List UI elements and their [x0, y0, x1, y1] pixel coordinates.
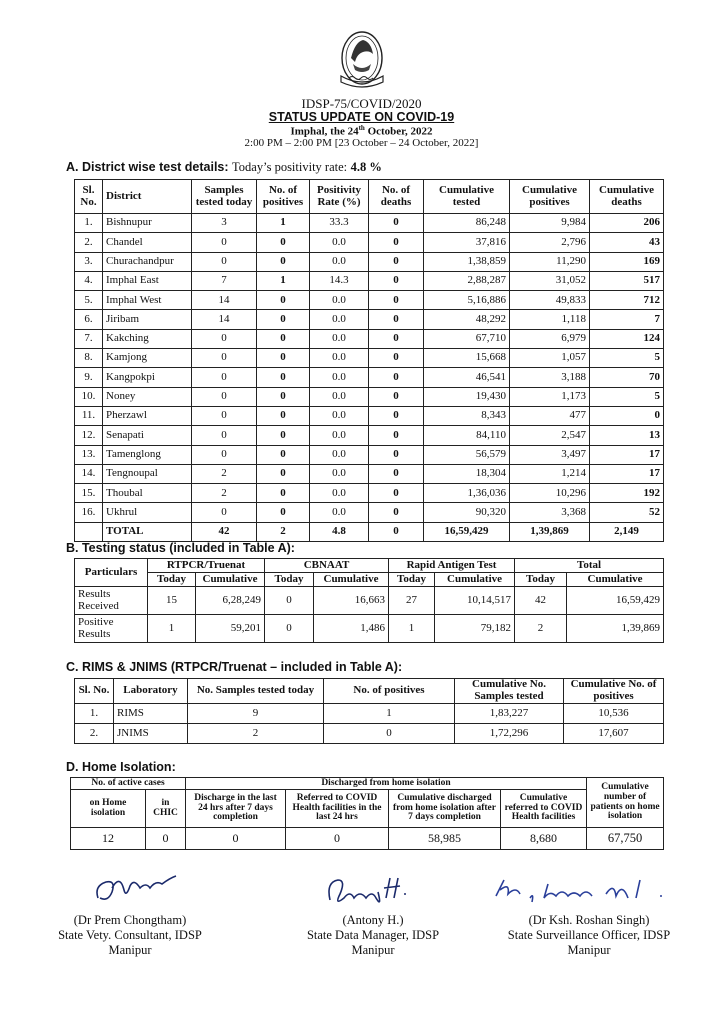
table-cell: 0.0: [310, 445, 369, 464]
table-cell: 0: [257, 503, 310, 522]
table-cell: 9: [188, 704, 324, 724]
table-cell: 0: [192, 445, 257, 464]
table-cell: 15,668: [424, 349, 510, 368]
table-cell: Noney: [103, 387, 192, 406]
positivity-rate-label: Today’s positivity rate:: [232, 160, 348, 174]
sub-header: Cumulative: [196, 573, 265, 587]
table-cell: 33.3: [310, 214, 369, 233]
table-cell: 11.: [75, 406, 103, 425]
signature-prem-chongtham: [90, 868, 180, 908]
table-cell: 1: [257, 271, 310, 290]
table-cell: 0.0: [310, 349, 369, 368]
signatory-title: State Vety. Consultant, IDSP: [58, 928, 202, 942]
table-row: [75, 349, 664, 368]
table-cell: 5,16,886: [424, 291, 510, 310]
table-cell: 1.: [75, 214, 103, 233]
table-cell: 0: [265, 587, 314, 615]
table-cell: 1,214: [510, 464, 590, 483]
table-cell: 42: [515, 587, 567, 615]
table-cell: 0: [369, 406, 424, 425]
table-cell: 0: [257, 406, 310, 425]
table-cell: 4.: [75, 271, 103, 290]
table-cell: 52: [590, 503, 664, 522]
table-cell: 192: [590, 484, 664, 503]
table-cell: 0: [257, 445, 310, 464]
table-cell: 3.: [75, 252, 103, 271]
total-cell: [75, 522, 103, 541]
table-row: [75, 445, 664, 464]
table-cell: 15.: [75, 484, 103, 503]
table-cell: 70: [590, 368, 664, 387]
table-cell: 10,296: [510, 484, 590, 503]
district-table: [74, 179, 664, 542]
table-cell: 2: [192, 484, 257, 503]
table-cell: Ukhrul: [103, 503, 192, 522]
table-cell: Imphal East: [103, 271, 192, 290]
table-cell: 0: [257, 233, 310, 252]
table-cell: 1,39,869: [567, 615, 664, 643]
particulars-header: Particulars: [75, 559, 148, 587]
sub-header: Today: [515, 573, 567, 587]
table-cell: 12.: [75, 426, 103, 445]
table-cell: 1,38,859: [424, 252, 510, 271]
table-row: [75, 368, 664, 387]
table-row: [75, 271, 664, 290]
table-cell: 46,541: [424, 368, 510, 387]
table-cell: 1: [324, 704, 455, 724]
table-cell: 67,750: [587, 828, 664, 850]
state-emblem-icon: [333, 28, 391, 92]
col-header: Cumulative discharged from home isolation after 7 days completion: [389, 790, 501, 828]
row-label: Results Received: [75, 587, 148, 615]
col-header: Cumulative tested: [424, 180, 510, 214]
table-cell: Senapati: [103, 426, 192, 445]
table-cell: 56,579: [424, 445, 510, 464]
table-cell: 59,201: [196, 615, 265, 643]
table-cell: 0.0: [310, 329, 369, 348]
table-cell: 27: [389, 587, 435, 615]
col-header: No. of positives: [257, 180, 310, 214]
table-cell: 0: [186, 828, 286, 850]
table-cell: 1: [389, 615, 435, 643]
table-cell: 2,796: [510, 233, 590, 252]
table-cell: 2,88,287: [424, 271, 510, 290]
table-cell: 2.: [75, 724, 114, 744]
table-cell: 0: [192, 233, 257, 252]
section-a-title: A. District wise test details:: [66, 160, 229, 174]
table-cell: 15: [148, 587, 196, 615]
table-cell: 0: [192, 503, 257, 522]
table-row: [75, 426, 664, 445]
table-cell: 14.: [75, 464, 103, 483]
row-label: Positive Results: [75, 615, 148, 643]
signatory-2: [273, 913, 473, 958]
col-header: No. of positives: [324, 679, 455, 704]
col-header: Discharge in the last 24 hrs after 7 days completion: [186, 790, 286, 828]
table-row: [75, 724, 664, 744]
table-cell: Thoubal: [103, 484, 192, 503]
signatory-title: State Surveillance Officer, IDSP: [507, 928, 671, 942]
col-header: No. Samples tested today: [188, 679, 324, 704]
table-cell: 1,486: [314, 615, 389, 643]
table-cell: 0: [265, 615, 314, 643]
table-cell: 0: [192, 329, 257, 348]
section-d-heading: D. Home Isolation:: [66, 760, 176, 774]
table-cell: 206: [590, 214, 664, 233]
signatory-place: Manipur: [567, 943, 611, 957]
table-cell: 0: [369, 252, 424, 271]
table-row: [75, 484, 664, 503]
table-row: [71, 828, 664, 850]
signatory-name: (Dr Ksh. Roshan Singh): [528, 913, 650, 927]
table-cell: 0.0: [310, 464, 369, 483]
col-header: Cumulative referred to COVID Health facilities: [501, 790, 587, 828]
table-cell: 5.: [75, 291, 103, 310]
table-cell: 0: [257, 368, 310, 387]
table-row: [75, 214, 664, 233]
table-cell: 14: [192, 291, 257, 310]
total-cell: 16,59,429: [424, 522, 510, 541]
table-cell: Jiribam: [103, 310, 192, 329]
total-cell: 4.8: [310, 522, 369, 541]
col-header: on Home isolation: [71, 790, 146, 828]
section-c-heading: C. RIMS & JNIMS (RTPCR/Truenat – included in Table A):: [66, 660, 403, 674]
table-cell: 0: [192, 406, 257, 425]
table-cell: 2: [188, 724, 324, 744]
table-cell: 0.0: [310, 233, 369, 252]
table-cell: 17: [590, 445, 664, 464]
table-cell: 0.0: [310, 387, 369, 406]
cumulative-patients-header: Cumulative number of patients on home isolation: [587, 778, 664, 828]
table-cell: 8,343: [424, 406, 510, 425]
signature-antony-h: [320, 872, 420, 912]
table-cell: 0: [257, 310, 310, 329]
table-cell: 0: [257, 387, 310, 406]
table-cell: 6,979: [510, 329, 590, 348]
total-row: [75, 522, 664, 541]
table-cell: 0: [369, 426, 424, 445]
table-cell: 7: [192, 271, 257, 290]
table-cell: 5: [590, 387, 664, 406]
table-cell: 58,985: [389, 828, 501, 850]
col-header: Cumulative positives: [510, 180, 590, 214]
col-header: Cumulative No. of positives: [564, 679, 664, 704]
table-cell: 14: [192, 310, 257, 329]
col-header: Sl. No.: [75, 180, 103, 214]
table-row: [75, 387, 664, 406]
signatory-place: Manipur: [351, 943, 395, 957]
col-header: No. of deaths: [369, 180, 424, 214]
sub-header: Today: [148, 573, 196, 587]
col-header: Positivity Rate (%): [310, 180, 369, 214]
group-header: RTPCR/Truenat: [148, 559, 265, 573]
table-cell: 0: [369, 368, 424, 387]
table-cell: 7.: [75, 329, 103, 348]
col-header: Cumulative No. Samples tested: [455, 679, 564, 704]
signature-roshan-singh: [490, 872, 680, 908]
table-cell: 67,710: [424, 329, 510, 348]
col-header: Cumulative deaths: [590, 180, 664, 214]
table-cell: 6.: [75, 310, 103, 329]
table-cell: JNIMS: [114, 724, 188, 744]
table-cell: 0: [369, 291, 424, 310]
table-cell: 2.: [75, 233, 103, 252]
table-row: [75, 503, 664, 522]
table-cell: 0: [192, 252, 257, 271]
testing-status-table: [74, 558, 664, 643]
table-cell: 10.: [75, 387, 103, 406]
table-row: [75, 329, 664, 348]
table-cell: 0: [257, 464, 310, 483]
group-header: Rapid Antigen Test: [389, 559, 515, 573]
home-isolation-table: [70, 777, 664, 850]
table-cell: 0: [369, 484, 424, 503]
table-row: [75, 310, 664, 329]
table-cell: 0: [257, 426, 310, 445]
table-cell: 5: [590, 349, 664, 368]
col-header: Referred to COVID Health facilities in the last 24 hrs: [286, 790, 389, 828]
table-cell: 48,292: [424, 310, 510, 329]
table-cell: Kangpokpi: [103, 368, 192, 387]
table-cell: 16.: [75, 503, 103, 522]
table-cell: 0.0: [310, 310, 369, 329]
table-cell: 0: [192, 387, 257, 406]
table-cell: RIMS: [114, 704, 188, 724]
table-cell: 0: [369, 310, 424, 329]
signatory-place: Manipur: [108, 943, 152, 957]
discharged-header: Discharged from home isolation: [186, 778, 587, 790]
col-header: in CHIC: [146, 790, 186, 828]
table-cell: 9,984: [510, 214, 590, 233]
table-cell: 517: [590, 271, 664, 290]
table-cell: Churachandpur: [103, 252, 192, 271]
rims-jnims-table: [74, 678, 664, 744]
table-row: [75, 291, 664, 310]
table-cell: 84,110: [424, 426, 510, 445]
table-cell: 1,118: [510, 310, 590, 329]
positivity-rate-value: 4.8 %: [350, 160, 382, 174]
table-cell: Chandel: [103, 233, 192, 252]
table-cell: 0: [369, 445, 424, 464]
sub-header: Today: [265, 573, 314, 587]
table-cell: 1,173: [510, 387, 590, 406]
table-cell: 0: [257, 252, 310, 271]
table-cell: Bishnupur: [103, 214, 192, 233]
table-cell: 1,057: [510, 349, 590, 368]
table-cell: 1,36,036: [424, 484, 510, 503]
signatory-name: (Antony H.): [342, 913, 404, 927]
table-cell: 0: [369, 464, 424, 483]
signatory-3: [484, 913, 694, 958]
total-cell: 42: [192, 522, 257, 541]
table-cell: 3: [192, 214, 257, 233]
table-row: [75, 252, 664, 271]
table-cell: Pherzawl: [103, 406, 192, 425]
table-row: [75, 464, 664, 483]
table-cell: Imphal West: [103, 291, 192, 310]
place-date: Imphal, the 24th October, 2022: [290, 124, 433, 138]
table-row: [75, 587, 664, 615]
table-cell: 31,052: [510, 271, 590, 290]
table-cell: 8,680: [501, 828, 587, 850]
table-cell: 0: [257, 484, 310, 503]
table-header-row: [75, 180, 664, 214]
table-row: [75, 615, 664, 643]
table-cell: 2: [515, 615, 567, 643]
total-cell: 0: [369, 522, 424, 541]
table-cell: 0: [286, 828, 389, 850]
table-cell: Tengnoupal: [103, 464, 192, 483]
table-cell: 19,430: [424, 387, 510, 406]
active-cases-header: No. of active cases: [71, 778, 186, 790]
table-cell: 0: [146, 828, 186, 850]
table-row: [75, 704, 664, 724]
section-b-heading: B. Testing status (included in Table A):: [66, 541, 295, 555]
table-cell: 12: [71, 828, 146, 850]
table-cell: 8.: [75, 349, 103, 368]
table-cell: 0: [369, 387, 424, 406]
table-cell: 124: [590, 329, 664, 348]
table-cell: 0: [369, 503, 424, 522]
col-header: Samples tested today: [192, 180, 257, 214]
table-cell: 0.0: [310, 406, 369, 425]
table-cell: 3,497: [510, 445, 590, 464]
table-cell: 13: [590, 426, 664, 445]
table-cell: 9.: [75, 368, 103, 387]
table-cell: 0.0: [310, 426, 369, 445]
col-header: Sl. No.: [75, 679, 114, 704]
table-cell: 49,833: [510, 291, 590, 310]
total-cell: 1,39,869: [510, 522, 590, 541]
table-cell: 43: [590, 233, 664, 252]
table-cell: 1,72,296: [455, 724, 564, 744]
page-title: STATUS UPDATE ON COVID-19: [268, 110, 455, 124]
table-cell: 0: [369, 329, 424, 348]
table-cell: 0.0: [310, 484, 369, 503]
table-cell: 90,320: [424, 503, 510, 522]
table-cell: Tamenglong: [103, 445, 192, 464]
table-cell: 0: [369, 271, 424, 290]
signatory-title: State Data Manager, IDSP: [306, 928, 440, 942]
table-row: [75, 233, 664, 252]
table-cell: 10,536: [564, 704, 664, 724]
table-cell: 13.: [75, 445, 103, 464]
table-cell: 7: [590, 310, 664, 329]
table-cell: 712: [590, 291, 664, 310]
table-cell: 1,83,227: [455, 704, 564, 724]
table-cell: 0.0: [310, 252, 369, 271]
table-cell: 3,188: [510, 368, 590, 387]
sub-header: Cumulative: [314, 573, 389, 587]
table-cell: 17,607: [564, 724, 664, 744]
table-cell: 18,304: [424, 464, 510, 483]
table-cell: 0: [192, 368, 257, 387]
table-cell: 2,547: [510, 426, 590, 445]
table-cell: Kakching: [103, 329, 192, 348]
signatory-name: (Dr Prem Chongtham): [73, 913, 187, 927]
col-header: District: [103, 180, 192, 214]
table-cell: 0: [590, 406, 664, 425]
table-cell: 477: [510, 406, 590, 425]
table-cell: 11,290: [510, 252, 590, 271]
table-cell: 37,816: [424, 233, 510, 252]
group-header: CBNAAT: [265, 559, 389, 573]
table-cell: 1: [257, 214, 310, 233]
table-cell: 0: [192, 426, 257, 445]
total-cell: TOTAL: [103, 522, 192, 541]
table-row: [75, 406, 664, 425]
table-cell: 0: [369, 214, 424, 233]
table-cell: 17: [590, 464, 664, 483]
table-cell: 0: [257, 349, 310, 368]
table-cell: 6,28,249: [196, 587, 265, 615]
table-cell: 14.3: [310, 271, 369, 290]
table-cell: 0.0: [310, 368, 369, 387]
table-cell: 0.0: [310, 503, 369, 522]
table-cell: 0: [257, 329, 310, 348]
section-a-heading: [66, 160, 382, 175]
table-cell: 0: [324, 724, 455, 744]
table-cell: 169: [590, 252, 664, 271]
group-header: Total: [515, 559, 664, 573]
table-cell: 79,182: [435, 615, 515, 643]
table-cell: 0: [369, 349, 424, 368]
total-cell: 2: [257, 522, 310, 541]
table-cell: 3,368: [510, 503, 590, 522]
table-cell: 1.: [75, 704, 114, 724]
table-cell: 2: [192, 464, 257, 483]
sub-header: Today: [389, 573, 435, 587]
table-cell: 0: [192, 349, 257, 368]
signatory-1: [30, 913, 230, 958]
col-header: Laboratory: [114, 679, 188, 704]
table-cell: 0: [369, 233, 424, 252]
table-cell: 0.0: [310, 291, 369, 310]
table-cell: 1: [148, 615, 196, 643]
total-cell: 2,149: [590, 522, 664, 541]
table-cell: 10,14,517: [435, 587, 515, 615]
table-cell: 16,663: [314, 587, 389, 615]
sub-header: Cumulative: [435, 573, 515, 587]
table-cell: 86,248: [424, 214, 510, 233]
sub-header: Cumulative: [567, 573, 664, 587]
table-cell: 0: [257, 291, 310, 310]
table-cell: 16,59,429: [567, 587, 664, 615]
report-period: 2:00 PM – 2:00 PM [23 October – 24 October, 2022]: [244, 137, 479, 149]
table-cell: Kamjong: [103, 349, 192, 368]
reference-number: IDSP-75/COVID/2020: [301, 96, 422, 111]
